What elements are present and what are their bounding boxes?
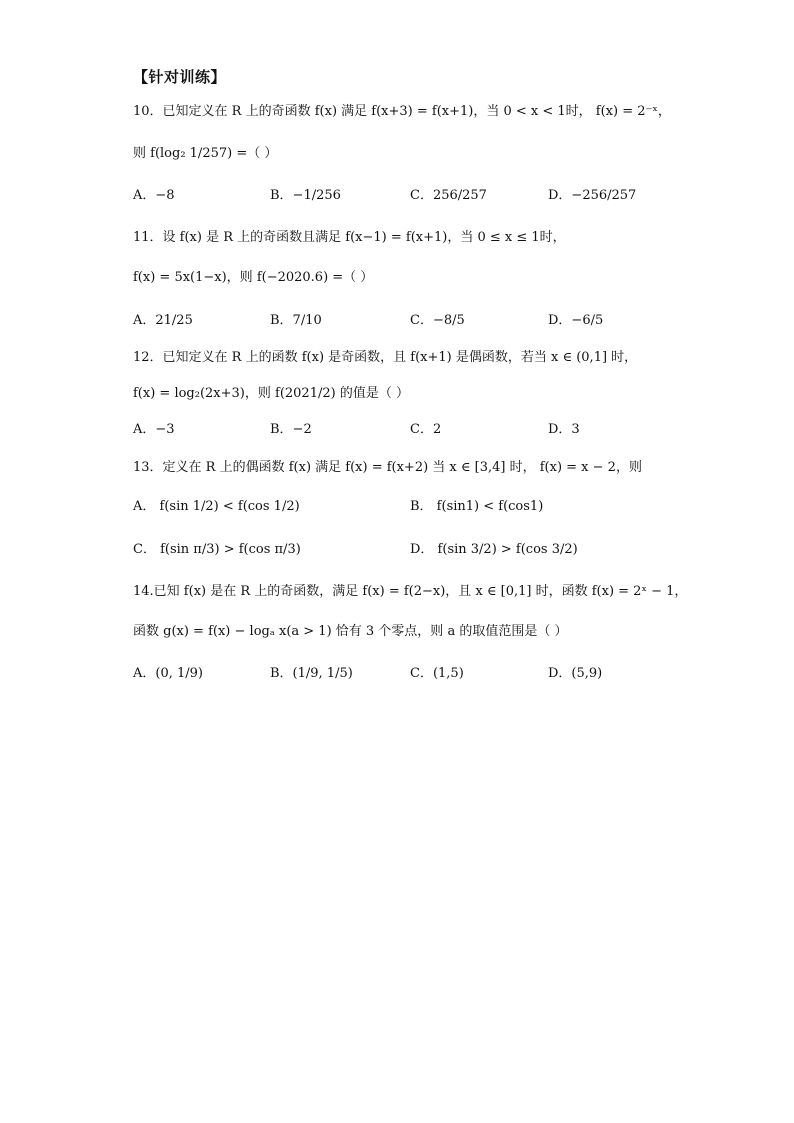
q10-option-d: D．−256/257 [548, 188, 637, 203]
q13-option-d: D． f(sin 3/2) > f(cos 3/2) [410, 542, 578, 557]
q10-line2: 则 f(log₂ 1/257) =（ ） [133, 146, 278, 161]
q14-option-d: D．(5,9) [548, 666, 603, 681]
q14-line1: 14.已知 f(x) 是在 R 上的奇函数，满足 f(x) = f(2−x)，且 x ∈ [0,1] 时，函数 f(x) = 2ˣ − 1， [133, 584, 688, 599]
q11-option-c: C．−8/5 [410, 313, 465, 328]
q10-line1: 10．已知定义在 R 上的奇函数 f(x) 满足 f(x+3) = f(x+1)，当 0 < x < 1时， f(x) = 2⁻ˣ， [133, 104, 671, 119]
q12-option-a: A．−3 [133, 422, 175, 437]
q14-line2: 函数 g(x) = f(x) − logₐ x(a > 1) 恰有 3 个零点，则 a 的取值范围是（ ） [133, 624, 568, 639]
q12-line2: f(x) = log₂(2x+3)，则 f(2021/2) 的值是（ ） [133, 386, 409, 401]
q12-line1: 12．已知定义在 R 上的函数 f(x) 是奇函数，且 f(x+1) 是偶函数，若当 x ∈ (0,1] 时， [133, 350, 638, 365]
q13-option-b: B． f(sin1) < f(cos1) [410, 499, 544, 514]
q10-option-b: B．−1/256 [270, 188, 341, 203]
q11-line1: 11．设 f(x) 是 R 上的奇函数且满足 f(x−1) = f(x+1)，当 0 ≤ x ≤ 1时， [133, 230, 566, 245]
q10-option-c: C．256/257 [410, 188, 487, 203]
q14-option-c: C．(1,5) [410, 666, 464, 681]
q14-option-a: A．(0, 1/9) [133, 666, 203, 681]
q11-option-b: B．7/10 [270, 313, 322, 328]
q12-option-d: D．3 [548, 422, 580, 437]
q13-line1: 13．定义在 R 上的偶函数 f(x) 满足 f(x) = f(x+2) 当 x ∈ [3,4] 时， f(x) = x − 2，则 [133, 460, 642, 475]
q13-option-a: A． f(sin 1/2) < f(cos 1/2) [133, 499, 300, 514]
q11-line2: f(x) = 5x(1−x)，则 f(−2020.6) =（ ） [133, 270, 374, 285]
section-heading: 【针对训练】 [133, 68, 227, 86]
q12-option-c: C．2 [410, 422, 442, 437]
q11-option-d: D．−6/5 [548, 313, 604, 328]
q10-option-a: A．−8 [133, 188, 175, 203]
q14-option-b: B．(1/9, 1/5) [270, 666, 353, 681]
q13-option-c: C． f(sin π/3) > f(cos π/3) [133, 542, 301, 557]
q12-option-b: B．−2 [270, 422, 312, 437]
q11-option-a: A．21/25 [133, 313, 193, 328]
